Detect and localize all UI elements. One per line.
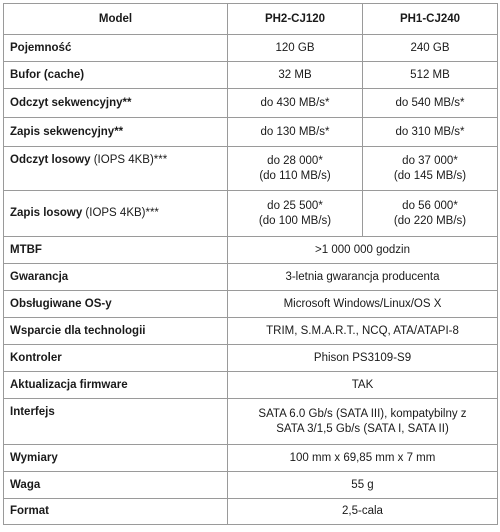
row-label: Obsługiwane OS-y [10, 297, 112, 310]
cell-value: SATA 6.0 Gb/s (SATA III), kompatybilny z [258, 407, 467, 420]
row-label: MTBF [10, 243, 42, 256]
row-label: Gwarancja [10, 270, 69, 283]
table-row-mtbf [4, 237, 498, 264]
cell-value: do 430 MB/s* [228, 89, 363, 118]
cell-value: Phison PS3109-S9 [228, 345, 498, 372]
cell-value: do 28 000* [267, 154, 323, 167]
spec-sheet [3, 3, 497, 529]
table-row-rand-write [4, 191, 498, 237]
row-label: Aktualizacja firmware [10, 378, 128, 391]
cell-value: 120 GB [228, 35, 363, 62]
cell-value: TRIM, S.M.A.R.T., NCQ, ATA/ATAPI-8 [228, 318, 498, 345]
cell-value: 32 MB [228, 62, 363, 89]
table-row-weight [4, 472, 498, 499]
table-row-format [4, 499, 498, 525]
cell-value: do 37 000* [402, 154, 458, 167]
row-label-suffix: (IOPS 4KB)*** [82, 207, 159, 219]
spec-table [3, 3, 498, 525]
cell-value: do 130 MB/s* [228, 118, 363, 147]
table-row-rand-read [4, 147, 498, 191]
table-row-interface [4, 399, 498, 445]
cell-value: do 25 500* [267, 199, 323, 212]
row-label: Zapis losowy [10, 207, 83, 219]
row-label: Zapis sekwencyjny** [10, 125, 124, 138]
row-label: Wymiary [10, 451, 58, 464]
cell-value: do 310 MB/s* [363, 118, 498, 147]
header-model: Model [4, 4, 228, 35]
row-label: Odczyt losowy [10, 154, 91, 166]
cell-value: Microsoft Windows/Linux/OS X [228, 291, 498, 318]
cell-value: 512 MB [363, 62, 498, 89]
table-row-capacity [4, 35, 498, 62]
row-label: Odczyt sekwencyjny** [10, 96, 132, 109]
cell-value: >1 000 000 godzin [228, 237, 498, 264]
table-row-seq-write [4, 118, 498, 147]
table-row-firmware [4, 372, 498, 399]
row-label: Bufor (cache) [10, 68, 85, 81]
row-label: Pojemność [10, 41, 72, 54]
cell-value: (do 220 MB/s) [393, 214, 467, 227]
table-row-os [4, 291, 498, 318]
cell-value: 100 mm x 69,85 mm x 7 mm [228, 445, 498, 472]
table-row-seq-read [4, 89, 498, 118]
cell-value: do 56 000* [402, 199, 458, 212]
cell-value: (do 110 MB/s) [259, 169, 331, 182]
table-row-warranty [4, 264, 498, 291]
cell-value: do 540 MB/s* [363, 89, 498, 118]
table-row-controller [4, 345, 498, 372]
table-row-dimensions [4, 445, 498, 472]
row-label: Waga [10, 478, 41, 491]
row-label: Interfejs [10, 406, 55, 418]
cell-value: 2,5-cala [228, 499, 498, 525]
row-label-suffix: (IOPS 4KB)*** [90, 154, 168, 166]
table-row-buffer [4, 62, 498, 89]
cell-value: 3-letnia gwarancja producenta [228, 264, 498, 291]
cell-value: TAK [228, 372, 498, 399]
header-row [4, 4, 498, 35]
cell-value: 240 GB [363, 35, 498, 62]
cell-value: (do 145 MB/s) [393, 169, 467, 182]
cell-value: (do 100 MB/s) [258, 214, 332, 227]
table-row-tech [4, 318, 498, 345]
row-label: Format [10, 505, 49, 517]
cell-value: SATA 3/1,5 Gb/s (SATA I, SATA II) [276, 422, 449, 435]
cell-value: 55 g [228, 472, 498, 499]
row-label: Kontroler [10, 351, 62, 364]
row-label: Wsparcie dla technologii [10, 324, 146, 337]
header-model-2: PH1-CJ240 [363, 4, 498, 35]
header-model-1: PH2-CJ120 [228, 4, 363, 35]
